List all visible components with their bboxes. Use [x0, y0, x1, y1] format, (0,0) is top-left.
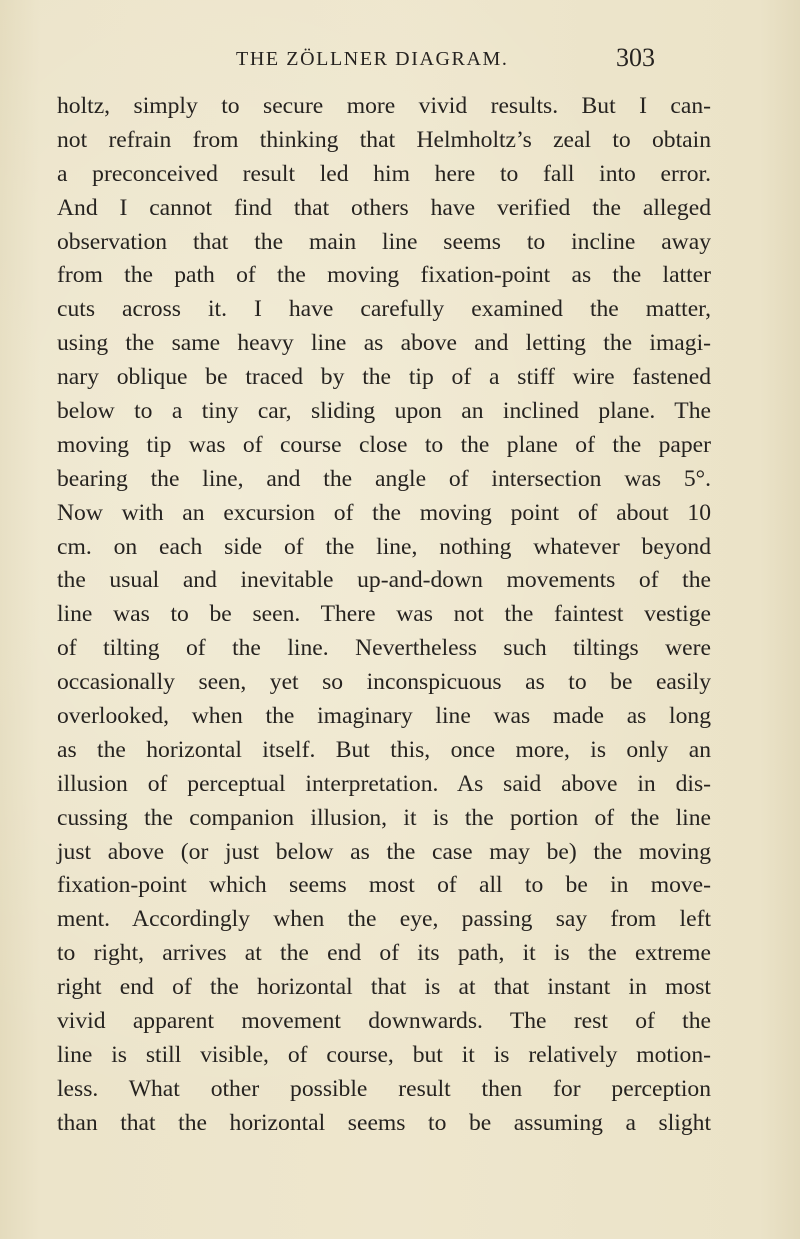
text-line: moving tip was of course close to the plane of the paper	[57, 431, 711, 458]
text-line: below to a tiny car, sliding upon an inclined plane. The	[57, 398, 711, 425]
text-line: as the horizontal itself. But this, once more, is only an	[57, 736, 711, 763]
text-line: less. What other possible result then for perception	[57, 1075, 711, 1102]
text-line: to right, arrives at the end of its path, it is the extreme	[57, 940, 711, 967]
text-line: cussing the companion illusion, it is the portion of the line	[57, 804, 711, 831]
text-line: line is still visible, of course, but it is relatively motion-	[57, 1041, 711, 1068]
text-line: just above (or just below as the case may be) the moving	[57, 838, 711, 865]
text-line: illusion of perceptual interpretation. As said above in dis-	[57, 770, 711, 797]
text-line: nary oblique be traced by the tip of a stiff wire fastened	[57, 364, 711, 391]
text-line: line was to be seen. There was not the faintest vestige	[57, 601, 711, 628]
running-title: THE ZÖLLNER DIAGRAM.	[236, 48, 509, 70]
text-line: cuts across it. I have carefully examined the matter,	[57, 296, 711, 323]
text-line: a preconceived result led him here to fall into error.	[57, 160, 711, 187]
text-line: vivid apparent movement downwards. The rest of the	[57, 1008, 711, 1035]
text-line: than that the horizontal seems to be assuming a slight	[57, 1109, 711, 1136]
text-line: occasionally seen, yet so inconspicuous as to be easily	[57, 669, 711, 696]
text-line: not refrain from thinking that Helmholtz’s zeal to obtain	[57, 126, 711, 153]
text-line: bearing the line, and the angle of intersection was 5°.	[57, 465, 711, 492]
text-line: fixation-point which seems most of all to be in move-	[57, 872, 711, 899]
text-line: ment. Accordingly when the eye, passing say from left	[57, 906, 711, 933]
page-number: 303	[616, 43, 655, 72]
text-line: overlooked, when the imaginary line was made as long	[57, 703, 711, 730]
text-line: the usual and inevitable up-and-down movements of the	[57, 567, 711, 594]
text-line: using the same heavy line as above and letting the imagi-	[57, 330, 711, 357]
running-head	[0, 44, 800, 84]
text-line: cm. on each side of the line, nothing whatever beyond	[57, 533, 711, 560]
text-line: from the path of the moving fixation-point as the latter	[57, 262, 711, 289]
text-line: right end of the horizontal that is at that instant in most	[57, 974, 711, 1001]
text-line: observation that the main line seems to incline away	[57, 228, 711, 255]
text-line: Now with an excursion of the moving point of about 10	[57, 499, 711, 526]
text-line: of tilting of the line. Nevertheless such tiltings were	[57, 635, 711, 662]
text-line: holtz, simply to secure more vivid results. But I can-	[57, 93, 711, 119]
text-line: And I cannot find that others have verified the alleged	[57, 194, 711, 221]
body-text	[57, 90, 711, 1141]
